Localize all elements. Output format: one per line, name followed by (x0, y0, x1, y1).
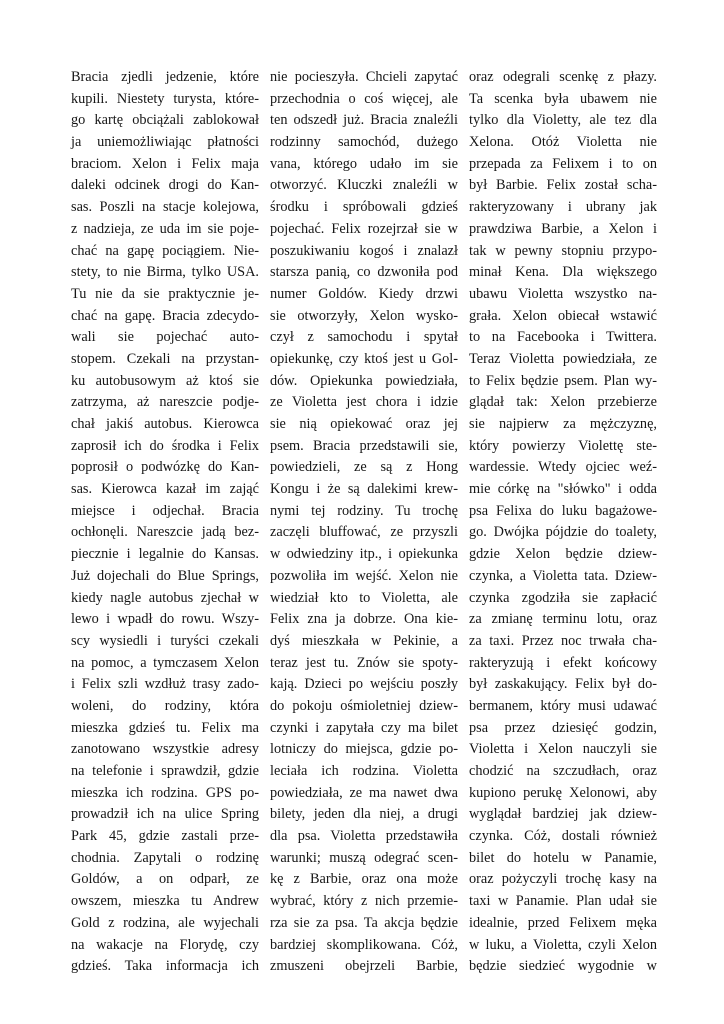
text-line: za zmianę terminu lotu, oraz (469, 611, 657, 628)
text-line: był zaskakujący. Felix był do- (469, 676, 657, 693)
text-line: w luku, a Violetta, czyli Xelon (469, 936, 657, 953)
text-line: ku autobusowym aż ktoś sie (71, 372, 259, 389)
text-line: który powierzy Violettę ste- (469, 437, 657, 454)
text-line: mie córkę na "słówko" i odda (469, 481, 657, 498)
text-line: numer Goldów. Kiedy drzwi (270, 285, 458, 302)
text-line: Park 45, gdzie zastali prze- (71, 828, 259, 845)
text-line: chodnia. Zapytali o rodzinę (71, 849, 259, 866)
text-line: powiedziała, ze ma nawet dwa (270, 784, 458, 801)
text-line: mieszka gdzieś tu. Felix ma (71, 719, 259, 736)
text-line: bermanem, który musi udawać (469, 697, 657, 714)
text-line: vana, którego udało im sie (270, 155, 458, 172)
text-line: owszem, mieszka tu Andrew (71, 893, 259, 910)
text-line: Ta scenka była ubawem nie (469, 90, 657, 107)
text-line: bilety, jeden dla niej, a drugi (270, 806, 458, 823)
text-line: Bracia zjedli jedzenie, które (71, 69, 259, 85)
text-line: psa przez dziesięć godzin, (469, 719, 657, 736)
text-line: wybrać, który z nich przemie- (270, 893, 458, 910)
text-line: woleni, do rodziny, która (71, 697, 259, 714)
text-line: lewo i wpadł do rowu. Wszy- (71, 611, 259, 628)
text-line: go kartę obciążali zablokował (71, 112, 259, 129)
text-line: mieszka ich rodzina. GPS po- (71, 784, 259, 801)
text-line: grała. Xelon obiecał wstawić (469, 307, 657, 324)
text-line: zmuszeni obejrzeli Barbie, (270, 958, 458, 975)
text-line: Już dojechali do Blue Springs, (71, 567, 259, 584)
text-line: opiekunkę, czy ktoś jest u Gol- (270, 350, 458, 367)
text-line: teraz jest tu. Znów sie spoty- (270, 654, 458, 671)
text-line: dla psa. Violetta przedstawiła (270, 828, 458, 845)
text-line: ze Violetta jest chora i idzie (270, 394, 458, 411)
text-line: przechodnia o coś więcej, ale (270, 90, 458, 107)
text-line: Goldów, a on odparł, ze (71, 871, 259, 888)
text-line: w odwiedziny itp., i opiekunka (270, 546, 458, 563)
text-line: pojechać. Felix rozejrzał sie w (270, 220, 458, 237)
text-line: sas. Poszli na stacje kolejowa, (71, 199, 259, 216)
text-line: minał Kena. Dla większego (469, 264, 657, 281)
text-line: psem. Bracia przedstawili sie, (270, 437, 458, 454)
text-line: poszukiwaniu kogoś i znalazł (270, 242, 458, 259)
text-line: to Felix będzie psem. Plan wy- (469, 372, 657, 389)
text-line: lotniczy do miejsca, gdzie po- (270, 741, 458, 758)
text-line: kupili. Niestety turysta, które- (71, 90, 259, 107)
text-line: chać na gapę. Bracia zdecydo- (71, 307, 259, 324)
text-line: tak w pewny stopniu przypo- (469, 242, 657, 259)
text-line: czynka. Cóż, dostali również (469, 828, 657, 845)
text-line: sie najpierw za mężczyznę, (469, 416, 657, 432)
text-column-2 (270, 67, 458, 978)
text-line: chodzić na szczudłach, oraz (469, 763, 657, 779)
text-line: środku i spróbowali gdzieś (270, 199, 458, 216)
text-line: wardessie. Wtedy ojciec weź- (469, 459, 657, 476)
text-line: rza sie za psa. Ta akcja będzie (270, 914, 458, 931)
text-line: Gold z rodzina, ale wyjechali (71, 914, 259, 931)
text-line: idealnie, przed Felixem męka (469, 914, 657, 931)
text-line: rakteryzowany i ubrany jak (469, 199, 657, 216)
text-line: chać na gapę pociągiem. Nie- (71, 242, 259, 259)
text-line: dów. Opiekunka powiedziała, (270, 372, 458, 389)
text-line: Violetta i Xelon nauczyli sie (469, 741, 657, 758)
text-line: taxi w Panamie. Plan udał sie (469, 893, 657, 910)
text-line: na wakacje na Florydę, czy (71, 936, 259, 953)
text-line: wyglądał bardziej jak dziew- (469, 806, 657, 823)
text-line: z nadzieja, ze uda im sie poje- (71, 220, 259, 237)
text-line: był Barbie. Felix został scha- (469, 177, 657, 194)
text-line: gdzieś. Taka informacja ich (71, 958, 259, 975)
text-line: sas. Kierowca kazał im zająć (71, 481, 259, 498)
text-line: tylko dla Violetty, ale tez dla (469, 112, 657, 129)
text-line: zanotowano wszystkie adresy (71, 741, 259, 758)
text-line: bardziej skomplikowana. Cóż, (270, 936, 458, 953)
text-line: poprosił o podwózkę do Kan- (71, 459, 259, 476)
text-line: scy wysiedli i turyści czekali (71, 632, 259, 649)
text-line: kają. Dzieci po wejściu poszły (270, 676, 458, 693)
text-line: rakteryzują i efekt końcowy (469, 654, 657, 671)
text-line: Teraz Violetta powiedziała, ze (469, 350, 657, 367)
text-line: wiedział kto to Violetta, ale (270, 589, 458, 606)
text-line: miejsce i odjechał. Bracia (71, 502, 259, 519)
text-line: oraz pożyczyli trochę kasy na (469, 871, 657, 888)
text-line: piecznie i legalnie do Kansas. (71, 546, 259, 563)
text-line: chał jakiś autobus. Kierowca (71, 416, 259, 432)
text-line: zaprosił ich do środka i Felix (71, 437, 259, 454)
text-line: braciom. Xelon i Felix maja (71, 155, 259, 172)
text-line: ja uniemożliwiając płatności (71, 134, 259, 151)
text-line: wali sie pojechać auto- (71, 329, 259, 346)
text-line: pozwoliła im wejść. Xelon nie (270, 567, 458, 584)
text-line: na pomoc, a tymczasem Xelon (71, 654, 259, 671)
text-line: zatrzyma, aż nareszcie podje- (71, 394, 259, 411)
text-line: przepada za Felixem i to on (469, 155, 657, 172)
text-line: otworzyć. Kluczki znaleźli w (270, 177, 458, 194)
text-line: czył z samochodu i spytał (270, 329, 458, 346)
text-line: stety, to nie Birma, tylko USA. (71, 264, 259, 281)
text-line: Tu nie da sie praktycznie je- (71, 285, 259, 302)
text-line: czynki i zapytała czy ma bilet (270, 719, 458, 736)
text-line: Felix zna ja dobrze. Ona kie- (270, 611, 458, 628)
text-line: gdzie Xelon będzie dziew- (469, 546, 657, 563)
text-line: daleki odcinek drogi do Kan- (71, 177, 259, 194)
text-line: kę z Barbie, oraz ona może (270, 871, 458, 888)
text-line: zaczęli bluffować, ze przyszli (270, 524, 458, 541)
text-line: to na Facebooka i Twittera. (469, 329, 657, 346)
text-line: warunki; muszą odegrać scen- (270, 849, 458, 866)
text-line: będzie siedzieć wygodnie w (469, 958, 657, 975)
text-line: czynka zgodziła sie zapłacić (469, 589, 657, 606)
text-line: za taxi. Przez noc trwała cha- (469, 632, 657, 649)
text-line: i Felix szli wzdłuż trasy zado- (71, 676, 259, 693)
text-column-1 (71, 67, 259, 978)
text-line: stopem. Czekali na przystan- (71, 350, 259, 367)
text-line: sie otworzyły, Xelon wysko- (270, 307, 458, 324)
text-line: na telefonie i sprawdził, gdzie (71, 763, 259, 779)
text-line: psa Felixa do luku bagażowe- (469, 502, 657, 519)
text-line: rodzinny samochód, dużego (270, 134, 458, 151)
text-line: czynka, a Violetta tata. Dziew- (469, 567, 657, 584)
text-column-3 (469, 67, 657, 978)
text-line: glądał tak: Xelon przebierze (469, 394, 657, 411)
text-line: bilet do hotelu w Panamie, (469, 849, 657, 866)
text-line: oraz odegrali scenkę z płazy. (469, 69, 657, 85)
text-line: powiedzieli, ze są z Hong (270, 459, 458, 476)
text-line: sie nią opiekować oraz jej (270, 416, 458, 432)
text-line: prawdziwa Barbie, a Xelon i (469, 220, 657, 237)
text-line: Kongu i że są dalekimi krew- (270, 481, 458, 498)
text-line: go. Dwójka pójdzie do toalety, (469, 524, 657, 541)
text-line: do pokoju ośmioletniej dziew- (270, 697, 458, 714)
text-line: Xelona. Otóż Violetta nie (469, 134, 657, 151)
text-line: kupiono perukę Xelonowi, aby (469, 784, 657, 801)
text-line: nymi tej rodziny. Tu trochę (270, 502, 458, 519)
text-line: starsza panią, co dzwoniła pod (270, 264, 458, 281)
text-line: ubawu Violetta wszystko na- (469, 285, 657, 302)
text-line: prowadził ich na ulice Spring (71, 806, 259, 823)
text-line: ochłonęli. Nareszcie jadą bez- (71, 524, 259, 541)
text-line: leciała ich rodzina. Violetta (270, 763, 458, 779)
text-line: kiedy nagle autobus zjechał w (71, 589, 259, 606)
text-line: nie pocieszyła. Chcieli zapytać (270, 69, 458, 85)
text-line: ten odszedł już. Bracia znaleźli (270, 112, 458, 129)
text-line: dyś mieszkała w Pekinie, a (270, 632, 458, 649)
